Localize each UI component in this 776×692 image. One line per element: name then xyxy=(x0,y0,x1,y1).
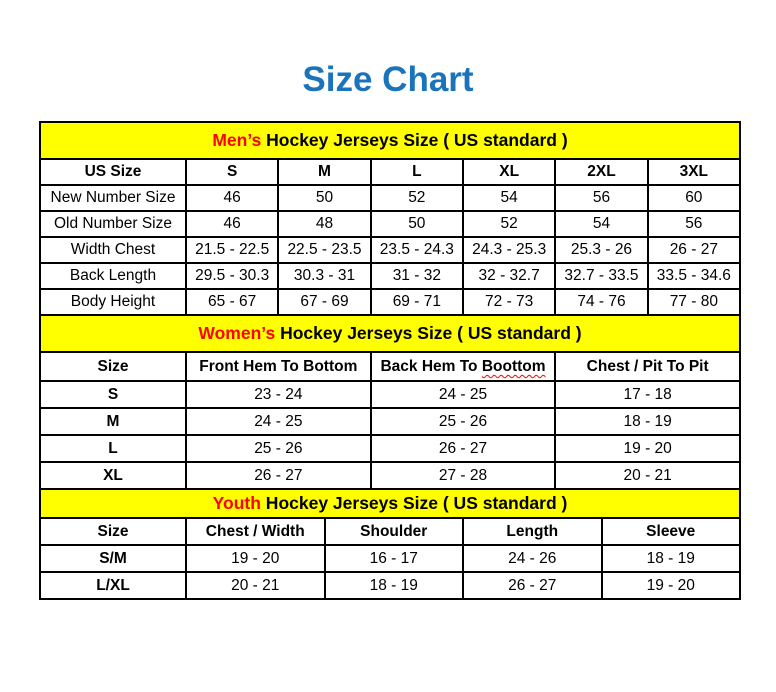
womens-col-front-hem: Front Hem To Bottom xyxy=(186,352,371,381)
value-cell: 18 - 19 xyxy=(325,572,464,599)
row-label: Back Length xyxy=(40,263,186,289)
youth-banner-cell xyxy=(40,489,740,518)
mens-row-body-height xyxy=(40,289,740,315)
row-label: M xyxy=(40,408,186,435)
youth-col-sleeve: Sleeve xyxy=(602,518,741,545)
youth-banner-text: Hockey Jerseys Size ( US standard ) xyxy=(260,492,568,513)
row-label: L xyxy=(40,435,186,462)
mens-row-width-chest xyxy=(40,237,740,263)
mens-col-2xl: 2XL xyxy=(555,159,647,185)
value-cell: 32.7 - 33.5 xyxy=(555,263,647,289)
row-label: Width Chest xyxy=(40,237,186,263)
value-cell: 56 xyxy=(555,185,647,211)
mens-col-us-size: US Size xyxy=(40,159,186,185)
mens-banner-text: Hockey Jerseys Size ( US standard ) xyxy=(261,129,568,150)
size-tables xyxy=(39,121,741,600)
value-cell: 30.3 - 31 xyxy=(278,263,370,289)
value-cell: 26 - 27 xyxy=(648,237,740,263)
value-cell: 17 - 18 xyxy=(555,381,740,408)
value-cell: 18 - 19 xyxy=(555,408,740,435)
womens-col-size: Size xyxy=(40,352,186,381)
value-cell: 19 - 20 xyxy=(555,435,740,462)
back-hem-prefix: Back Hem To xyxy=(380,357,482,375)
value-cell: 60 xyxy=(648,185,740,211)
row-label: S/M xyxy=(40,545,186,572)
value-cell: 27 - 28 xyxy=(371,462,556,489)
mens-row-back-length xyxy=(40,263,740,289)
value-cell: 25.3 - 26 xyxy=(555,237,647,263)
value-cell: 24.3 - 25.3 xyxy=(463,237,555,263)
youth-col-chest-width: Chest / Width xyxy=(186,518,325,545)
value-cell: 32 - 32.7 xyxy=(463,263,555,289)
youth-col-size: Size xyxy=(40,518,186,545)
youth-col-shoulder: Shoulder xyxy=(325,518,464,545)
value-cell: 54 xyxy=(555,211,647,237)
value-cell: 19 - 20 xyxy=(602,572,741,599)
value-cell: 52 xyxy=(463,211,555,237)
value-cell: 33.5 - 34.6 xyxy=(648,263,740,289)
womens-banner xyxy=(40,315,740,352)
value-cell: 56 xyxy=(648,211,740,237)
value-cell: 23.5 - 24.3 xyxy=(371,237,463,263)
value-cell: 25 - 26 xyxy=(371,408,556,435)
value-cell: 22.5 - 23.5 xyxy=(278,237,370,263)
value-cell: 16 - 17 xyxy=(325,545,464,572)
youth-banner-highlight: Youth xyxy=(212,492,261,513)
row-label: Old Number Size xyxy=(40,211,186,237)
mens-banner-cell xyxy=(40,122,740,159)
youth-banner xyxy=(40,489,740,518)
value-cell: 54 xyxy=(463,185,555,211)
value-cell: 67 - 69 xyxy=(278,289,370,315)
value-cell: 18 - 19 xyxy=(602,545,741,572)
value-cell: 24 - 26 xyxy=(463,545,602,572)
value-cell: 74 - 76 xyxy=(555,289,647,315)
womens-size-table xyxy=(39,314,741,490)
womens-row-l xyxy=(40,435,740,462)
value-cell: 29.5 - 30.3 xyxy=(186,263,278,289)
page-title: Size Chart xyxy=(302,60,474,99)
value-cell: 26 - 27 xyxy=(463,572,602,599)
youth-col-length: Length xyxy=(463,518,602,545)
youth-row-sm xyxy=(40,545,740,572)
mens-row-new-number xyxy=(40,185,740,211)
womens-banner-text: Hockey Jerseys Size ( US standard ) xyxy=(275,322,582,343)
womens-banner-cell xyxy=(40,315,740,352)
value-cell: 26 - 27 xyxy=(371,435,556,462)
womens-row-xl xyxy=(40,462,740,489)
back-hem-misspelled-word: Boottom xyxy=(481,357,546,375)
value-cell: 52 xyxy=(371,185,463,211)
mens-header-row xyxy=(40,159,740,185)
mens-col-3xl: 3XL xyxy=(648,159,740,185)
mens-banner-highlight: Men’s xyxy=(212,129,262,150)
value-cell: 46 xyxy=(186,185,278,211)
mens-col-m: M xyxy=(278,159,370,185)
value-cell: 19 - 20 xyxy=(186,545,325,572)
value-cell: 26 - 27 xyxy=(186,462,371,489)
row-label: XL xyxy=(40,462,186,489)
value-cell: 77 - 80 xyxy=(648,289,740,315)
row-label: New Number Size xyxy=(40,185,186,211)
value-cell: 24 - 25 xyxy=(371,381,556,408)
value-cell: 46 xyxy=(186,211,278,237)
womens-header-row xyxy=(40,352,740,381)
womens-col-back-hem xyxy=(371,352,556,381)
value-cell: 48 xyxy=(278,211,370,237)
womens-col-chest: Chest / Pit To Pit xyxy=(555,352,740,381)
value-cell: 50 xyxy=(371,211,463,237)
value-cell: 23 - 24 xyxy=(186,381,371,408)
youth-header-row xyxy=(40,518,740,545)
value-cell: 69 - 71 xyxy=(371,289,463,315)
value-cell: 21.5 - 22.5 xyxy=(186,237,278,263)
value-cell: 50 xyxy=(278,185,370,211)
value-cell: 20 - 21 xyxy=(555,462,740,489)
value-cell: 24 - 25 xyxy=(186,408,371,435)
youth-size-table xyxy=(39,488,741,600)
value-cell: 31 - 32 xyxy=(371,263,463,289)
value-cell: 65 - 67 xyxy=(186,289,278,315)
womens-banner-highlight: Women’s xyxy=(198,322,276,343)
womens-row-s xyxy=(40,381,740,408)
mens-size-table xyxy=(39,121,741,316)
row-label: Body Height xyxy=(40,289,186,315)
mens-banner xyxy=(40,122,740,159)
mens-row-old-number xyxy=(40,211,740,237)
value-cell: 25 - 26 xyxy=(186,435,371,462)
youth-row-lxl xyxy=(40,572,740,599)
row-label: S xyxy=(40,381,186,408)
value-cell: 72 - 73 xyxy=(463,289,555,315)
mens-col-xl: XL xyxy=(463,159,555,185)
womens-row-m xyxy=(40,408,740,435)
row-label: L/XL xyxy=(40,572,186,599)
value-cell: 20 - 21 xyxy=(186,572,325,599)
mens-col-l: L xyxy=(371,159,463,185)
mens-col-s: S xyxy=(186,159,278,185)
